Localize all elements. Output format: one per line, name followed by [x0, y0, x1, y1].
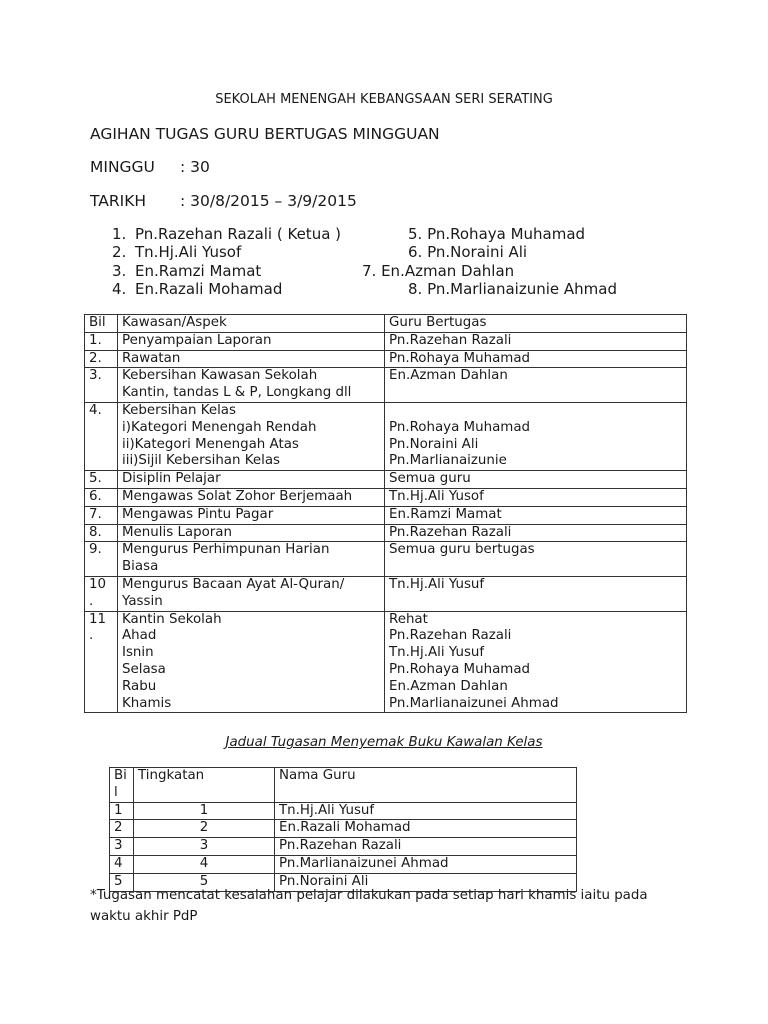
- teacher-row: [0, 243, 768, 261]
- teacher-name: En.Ramzi Mamat: [135, 261, 262, 280]
- date-value: : 30/8/2015 – 3/9/2015: [180, 192, 357, 210]
- cell-aspek: Mengurus Perhimpunan Harian Biasa: [118, 542, 385, 577]
- week-label: MINGGU: [90, 158, 155, 176]
- cell-tingkatan: 4: [134, 855, 275, 873]
- table-row: [110, 855, 577, 873]
- teacher-number: 1.: [112, 225, 127, 243]
- cell-bil: 2.: [85, 350, 118, 368]
- cell-guru: Tn.Hj.Ali Yusuf: [385, 576, 687, 611]
- cell-nama-guru: Pn.Marlianaizunei Ahmad: [275, 855, 577, 873]
- cell-guru: Semua guru bertugas: [385, 542, 687, 577]
- cell-aspek: Mengurus Bacaan Ayat Al-Quran/ Yassin: [118, 576, 385, 611]
- teacher-list: [0, 225, 768, 298]
- cell-tingkatan: 2: [134, 820, 275, 838]
- cell-guru: En.Ramzi Mamat: [385, 506, 687, 524]
- teacher-name: Tn.Hj.Ali Yusof: [135, 243, 242, 262]
- cell-guru: Pn.Razehan Razali: [385, 524, 687, 542]
- cell-tingkatan: 5: [134, 873, 275, 891]
- header-tingkatan: Tingkatan: [134, 768, 275, 803]
- cell-nama-guru: Pn.Noraini Ali: [275, 873, 577, 891]
- cell-aspek: Penyampaian Laporan: [118, 332, 385, 350]
- cell-bil: 8.: [85, 524, 118, 542]
- teacher-row: [0, 262, 768, 280]
- cell-guru: Semua guru: [385, 471, 687, 489]
- document-title: AGIHAN TUGAS GURU BERTUGAS MINGGUAN: [90, 125, 440, 143]
- cell-aspek: Kebersihan Kelas i)Kategori Menengah Rendah ii)Kategori Menengah Atas iii)Sijil Kebersihan Kelas: [118, 402, 385, 470]
- header-aspek: Kawasan/Aspek: [118, 315, 385, 333]
- cell-aspek: Kantin Sekolah Ahad Isnin Selasa Rabu Khamis: [118, 611, 385, 713]
- cell-bil: 10 .: [85, 576, 118, 611]
- cell-bil: 5: [110, 873, 134, 891]
- table-row: [85, 611, 687, 713]
- table-row: [85, 576, 687, 611]
- cell-nama-guru: Tn.Hj.Ali Yusuf: [275, 802, 577, 820]
- table-row: [85, 350, 687, 368]
- schedule-title: Jadual Tugasan Menyemak Buku Kawalan Kelas: [225, 735, 543, 750]
- cell-bil: 5.: [85, 471, 118, 489]
- cell-bil: 7.: [85, 506, 118, 524]
- cell-guru: Rehat Pn.Razehan Razali Tn.Hj.Ali Yusuf Pn.Rohaya Muhamad En.Azman Dahlan Pn.Marlianaizunei Ahmad: [385, 611, 687, 713]
- teacher-name: En.Razali Mohamad: [135, 279, 283, 298]
- table-row: [85, 332, 687, 350]
- cell-bil: 1.: [85, 332, 118, 350]
- table-row: [85, 471, 687, 489]
- teacher-name: 6. Pn.Noraini Ali: [408, 243, 528, 262]
- teacher-number: 2.: [112, 243, 127, 262]
- cell-aspek: Kebersihan Kawasan Sekolah Kantin, tandas L & P, Longkang dll: [118, 368, 385, 403]
- table-row: [110, 802, 577, 820]
- school-name: SEKOLAH MENENGAH KEBANGSAAN SERI SERATING: [215, 92, 553, 107]
- cell-aspek: Menulis Laporan: [118, 524, 385, 542]
- duty-table: [84, 314, 687, 713]
- cell-bil: 4.: [85, 402, 118, 470]
- table-row: [85, 542, 687, 577]
- cell-tingkatan: 1: [134, 802, 275, 820]
- schedule-header-row: [110, 768, 577, 803]
- table-row: [110, 838, 577, 856]
- cell-bil: 3.: [85, 368, 118, 403]
- teacher-row: [0, 225, 768, 243]
- date-label: TARIKH: [90, 192, 147, 210]
- table-row: [110, 820, 577, 838]
- schedule-table: [109, 767, 577, 892]
- cell-bil: 3: [110, 838, 134, 856]
- duty-header-row: [85, 315, 687, 333]
- cell-guru: Pn.Razehan Razali: [385, 332, 687, 350]
- cell-guru: Pn.Rohaya Muhamad Pn.Noraini Ali Pn.Marlianaizunie: [385, 402, 687, 470]
- cell-nama-guru: En.Razali Mohamad: [275, 820, 577, 838]
- cell-aspek: Mengawas Solat Zohor Berjemaah: [118, 488, 385, 506]
- date-line: [90, 192, 357, 210]
- week-value: : 30: [180, 158, 210, 176]
- table-row: [85, 524, 687, 542]
- cell-bil: 11 .: [85, 611, 118, 713]
- cell-guru: En.Azman Dahlan: [385, 368, 687, 403]
- week-line: [90, 158, 210, 176]
- teacher-number: 4.: [112, 279, 127, 298]
- cell-aspek: Disiplin Pelajar: [118, 471, 385, 489]
- footnote: *Tugasan mencatat kesalahan pelajar dilakukan pada setiap hari khamis iaitu pada waktu akhir PdP: [90, 888, 648, 924]
- cell-guru: Tn.Hj.Ali Yusof: [385, 488, 687, 506]
- cell-bil: 4: [110, 855, 134, 873]
- cell-tingkatan: 3: [134, 838, 275, 856]
- cell-nama-guru: Pn.Razehan Razali: [275, 838, 577, 856]
- table-row: [85, 488, 687, 506]
- header-nama-guru: Nama Guru: [275, 768, 577, 803]
- table-row: [85, 506, 687, 524]
- cell-bil: 2: [110, 820, 134, 838]
- teacher-name: 5. Pn.Rohaya Muhamad: [408, 225, 586, 243]
- table-row: [85, 368, 687, 403]
- header-guru: Guru Bertugas: [385, 315, 687, 333]
- teacher-name: Pn.Razehan Razali ( Ketua ): [135, 225, 342, 243]
- teacher-name: 7. En.Azman Dahlan: [362, 261, 515, 280]
- table-row: [85, 402, 687, 470]
- cell-guru: Pn.Rohaya Muhamad: [385, 350, 687, 368]
- header-bil: Bil: [85, 315, 118, 333]
- cell-aspek: Mengawas Pintu Pagar: [118, 506, 385, 524]
- header-bil: Bi l: [110, 768, 134, 803]
- cell-bil: 9.: [85, 542, 118, 577]
- teacher-number: 3.: [112, 261, 127, 280]
- cell-bil: 1: [110, 802, 134, 820]
- cell-aspek: Rawatan: [118, 350, 385, 368]
- teacher-row: [0, 280, 768, 298]
- teacher-name: 8. Pn.Marlianaizunie Ahmad: [408, 279, 617, 298]
- cell-bil: 6.: [85, 488, 118, 506]
